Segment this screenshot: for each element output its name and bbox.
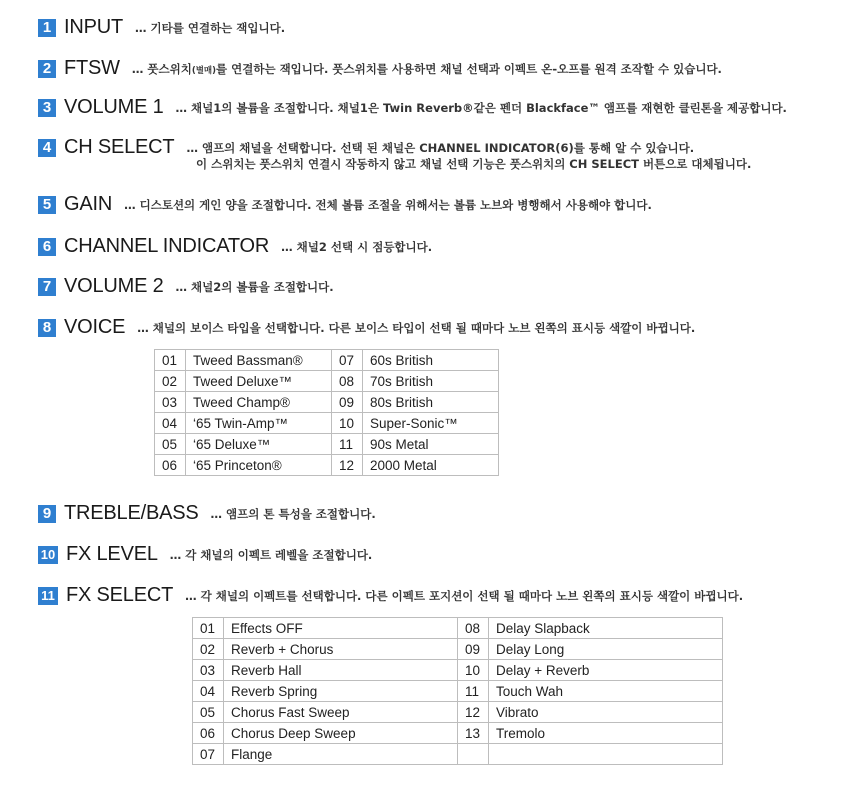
fx-name: Effects OFF bbox=[224, 618, 458, 639]
voice-number: 01 bbox=[155, 350, 186, 371]
section-number-badge: 2 bbox=[38, 60, 56, 78]
section-title: VOICE bbox=[64, 316, 126, 338]
section-input bbox=[38, 16, 285, 39]
voice-number: 02 bbox=[155, 371, 186, 392]
section-number-badge: 8 bbox=[38, 319, 56, 337]
table-row bbox=[155, 455, 499, 476]
fx-number: 03 bbox=[193, 660, 224, 681]
fx-name: Chorus Deep Sweep bbox=[224, 723, 458, 744]
fx-number: 13 bbox=[458, 723, 489, 744]
fx-number: 12 bbox=[458, 702, 489, 723]
fx-number: 06 bbox=[193, 723, 224, 744]
table-row bbox=[193, 723, 723, 744]
table-row bbox=[155, 434, 499, 455]
section-number-badge: 9 bbox=[38, 505, 56, 523]
section-title: VOLUME 2 bbox=[64, 275, 164, 297]
voice-number: 09 bbox=[332, 392, 363, 413]
section-title: FX LEVEL bbox=[66, 543, 158, 565]
section-fx-select bbox=[38, 584, 743, 607]
voice-name: 60s British bbox=[363, 350, 499, 371]
voice-number: 08 bbox=[332, 371, 363, 392]
section-description-continued: 이 스위치는 풋스위치 연결시 작동하지 않고 채널 선택 기능은 풋스위치의 CH SELECT 버튼으로 대체됩니다. bbox=[196, 157, 752, 171]
fx-number bbox=[458, 744, 489, 765]
section-number-badge: 11 bbox=[38, 587, 58, 605]
voice-name: ‘65 Princeton® bbox=[186, 455, 332, 476]
fx-number: 09 bbox=[458, 639, 489, 660]
table-row bbox=[193, 618, 723, 639]
voice-number: 04 bbox=[155, 413, 186, 434]
section-treble-bass bbox=[38, 502, 376, 525]
table-row bbox=[193, 681, 723, 702]
fx-name: Reverb Hall bbox=[224, 660, 458, 681]
section-title: FX SELECT bbox=[66, 584, 174, 606]
table-row bbox=[155, 350, 499, 371]
fx-name: Vibrato bbox=[489, 702, 723, 723]
section-gain bbox=[38, 193, 652, 216]
section-description: … 앰프의 톤 특성을 조절합니다. bbox=[210, 506, 376, 521]
section-number-badge: 3 bbox=[38, 99, 56, 117]
voice-name: Tweed Deluxe™ bbox=[186, 371, 332, 392]
voice-number: 05 bbox=[155, 434, 186, 455]
section-title: TREBLE/BASS bbox=[64, 502, 199, 524]
voice-number: 11 bbox=[332, 434, 363, 455]
section-number-badge: 5 bbox=[38, 196, 56, 214]
voice-name: 2000 Metal bbox=[363, 455, 499, 476]
description-text: 를 연결하는 잭입니다. 풋스위치를 사용하면 채널 선택과 이펙트 온-오프를 원격 조작할 수 있습니다. bbox=[216, 61, 722, 76]
voice-name: 90s Metal bbox=[363, 434, 499, 455]
fx-name: Flange bbox=[224, 744, 458, 765]
section-voice bbox=[38, 316, 695, 339]
section-ftsw bbox=[38, 57, 722, 80]
voice-number: 10 bbox=[332, 413, 363, 434]
section-description: … 기타를 연결하는 잭입니다. bbox=[135, 20, 286, 35]
fx-name: Reverb + Chorus bbox=[224, 639, 458, 660]
section-description: … 앰프의 채널을 선택합니다. 선택 된 채널은 CHANNEL INDICATOR(6)를 통해 알 수 있습니다. bbox=[186, 140, 695, 155]
section-description bbox=[132, 61, 722, 77]
voice-table bbox=[154, 349, 499, 476]
fx-number: 11 bbox=[458, 681, 489, 702]
section-title: VOLUME 1 bbox=[64, 96, 164, 118]
section-channel-indicator bbox=[38, 235, 432, 258]
fx-number: 08 bbox=[458, 618, 489, 639]
section-number-badge: 10 bbox=[38, 546, 58, 564]
section-description: … 각 채널의 이펙트를 선택합니다. 다른 이펙트 포지션이 선택 될 때마다 노브 왼쪽의 표시등 색깔이 바뀝니다. bbox=[185, 588, 744, 603]
fx-number: 05 bbox=[193, 702, 224, 723]
section-volume-2 bbox=[38, 275, 334, 298]
voice-name: ‘65 Twin-Amp™ bbox=[186, 413, 332, 434]
fx-number: 07 bbox=[193, 744, 224, 765]
table-row bbox=[193, 744, 723, 765]
fx-name: Tremolo bbox=[489, 723, 723, 744]
fx-name: Delay + Reverb bbox=[489, 660, 723, 681]
fx-name: Reverb Spring bbox=[224, 681, 458, 702]
section-title: CH SELECT bbox=[64, 136, 175, 158]
section-title: GAIN bbox=[64, 193, 113, 215]
optional-purchase-note: (별매) bbox=[191, 65, 217, 76]
table-row bbox=[155, 371, 499, 392]
section-fx-level bbox=[38, 543, 372, 566]
section-number-badge: 4 bbox=[38, 139, 56, 157]
fx-name: Delay Long bbox=[489, 639, 723, 660]
section-number-badge: 1 bbox=[38, 19, 56, 37]
table-row bbox=[193, 702, 723, 723]
section-title: FTSW bbox=[64, 57, 120, 79]
voice-name: Super-Sonic™ bbox=[363, 413, 499, 434]
fx-name: Chorus Fast Sweep bbox=[224, 702, 458, 723]
voice-name: ‘65 Deluxe™ bbox=[186, 434, 332, 455]
voice-number: 12 bbox=[332, 455, 363, 476]
fx-name: Delay Slapback bbox=[489, 618, 723, 639]
section-description: … 채널1의 볼륨을 조절합니다. 채널1은 Twin Reverb®같은 펜더 Blackface™ 앰프를 재현한 클린톤을 제공합니다. bbox=[175, 100, 787, 115]
table-row bbox=[193, 660, 723, 681]
voice-number: 03 bbox=[155, 392, 186, 413]
fx-number: 10 bbox=[458, 660, 489, 681]
voice-name: Tweed Champ® bbox=[186, 392, 332, 413]
voice-name: 70s British bbox=[363, 371, 499, 392]
description-text: … 풋스위치 bbox=[131, 61, 192, 76]
section-ch-select bbox=[38, 136, 752, 171]
table-row bbox=[155, 392, 499, 413]
voice-name: Tweed Bassman® bbox=[186, 350, 332, 371]
voice-number: 07 bbox=[332, 350, 363, 371]
section-description: … 채널의 보이스 타입을 선택합니다. 다른 보이스 타입이 선택 될 때마다 노브 왼쪽의 표시등 색깔이 바뀝니다. bbox=[137, 320, 696, 335]
section-number-badge: 6 bbox=[38, 238, 56, 256]
fx-number: 01 bbox=[193, 618, 224, 639]
section-number-badge: 7 bbox=[38, 278, 56, 296]
section-volume-1 bbox=[38, 96, 787, 119]
section-description: … 디스토션의 게인 양을 조절합니다. 전체 볼륨 조절을 위해서는 볼륨 노브와 병행해서 사용해야 합니다. bbox=[124, 197, 652, 212]
section-title: CHANNEL INDICATOR bbox=[64, 235, 270, 257]
fx-table bbox=[192, 617, 723, 765]
section-description: … 각 채널의 이펙트 레벨을 조절합니다. bbox=[169, 547, 373, 562]
section-title: INPUT bbox=[64, 16, 124, 38]
section-description: … 채널2 선택 시 점등합니다. bbox=[281, 239, 433, 254]
fx-name: Touch Wah bbox=[489, 681, 723, 702]
fx-name bbox=[489, 744, 723, 765]
table-row bbox=[155, 413, 499, 434]
voice-name: 80s British bbox=[363, 392, 499, 413]
voice-number: 06 bbox=[155, 455, 186, 476]
fx-number: 04 bbox=[193, 681, 224, 702]
fx-number: 02 bbox=[193, 639, 224, 660]
section-description: … 채널2의 볼륨을 조절합니다. bbox=[175, 279, 334, 294]
table-row bbox=[193, 639, 723, 660]
